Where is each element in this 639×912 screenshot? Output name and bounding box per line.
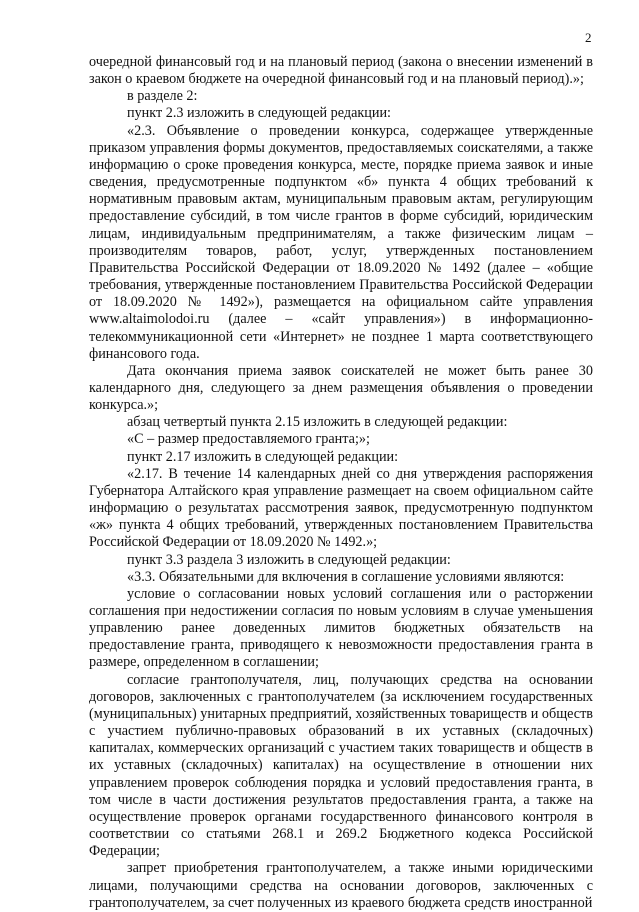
paragraph-continuation: очередной финансовый год и на плановый период (закона о внесении изменений в закон о краевом бюджете на очередной финансовый год и на плановый период).»; (89, 54, 593, 88)
paragraph-point-2-3-intro: пункт 2.3 изложить в следующей редакции: (127, 105, 391, 122)
paragraph-point-2-15-text: «С – размер предоставляемого гранта;»; (127, 431, 370, 448)
paragraph-point-2-17-text: «2.17. В течение 14 календарных дней со дня утверждения распоряжения Губернатора Алтайского края управление размещает на своем официальном сайте информацию о результатах рассмотрения заявок, предусмотренную подпунктом «ж» пункта 4 общих требований, утвержденных постановлением Правительства Российской Федерации от 18.09.2020 № 1492.»; (89, 465, 593, 551)
page-number: 2 (585, 30, 592, 45)
paragraph-point-2-17-intro: пункт 2.17 изложить в следующей редакции: (127, 448, 399, 465)
paragraph-point-2-3-text: «2.3. Объявление о проведении конкурса, содержащее утвержденные приказом управления формы документов, предоставляемых соискателями, а также информацию о сроке проведения конкурса, месте, порядке приема заявок и иные сведения, предусмотренные подпунктом «б» пункта 4 общих требований к нормативным правовым актам, муниципальным правовым актам, регулирующим предоставление субсидий, в том числе грантов в форме субсидий, юридическим лицам, индивидуальным предпринимателям, а также физическим лицам – производителям товаров, работ, услуг, утвержденных постановлением Правительства Российской Федерации от 18.09.2020 № 1492 (далее – «общие требования, утвержденные постановлением Правительства Российской Федерации от 18.09.2020 № 1492»), размещается на официальном сайте управления www.altaimolodoi.ru (далее – «сайт управления») в информационно-телекоммуникационной сети «Интернет» не позднее 1 марта соответствующего финансового года. (89, 122, 593, 362)
paragraph-point-2-15-intro: абзац четвертый пункта 2.15 изложить в следующей редакции: (127, 414, 508, 431)
paragraph-point-3-3-text: «3.3. Обязательными для включения в соглашение условиями являются: (127, 568, 565, 585)
paragraph-deadline: Дата окончания приема заявок соискателей не может быть ранее 30 календарного дня, следующего за днем размещения объявления о проведении конкурса.»; (89, 362, 593, 414)
paragraph-condition-consent: согласие грантополучателя, лиц, получающих средства на основании договоров, заключенных с грантополучателем (за исключением государственных (муниципальных) унитарных предприятий, хозяйственных товариществ и обществ с участием публично-правовых образований в их уставных (складочных) капиталах, коммерческих организаций с участием таких товариществ и обществ в их уставных (складочных) капиталах) на осуществление в отношении них управлением проверок соблюдения порядка и условий предоставления гранта, в том числе в части достижения результатов предоставления гранта, а также на осуществление проверок органами государственного финансового контроля в соответствии со статьями 268.1 и 269.2 Бюджетного кодекса Российской Федерации; (89, 671, 593, 860)
paragraph-condition-prohibition: запрет приобретения грантополучателем, а также иными юридическими лицами, получающими средства на основании договоров, заключенных с грантополучателем, за счет полученных из краевого бюджета средств иностранной (89, 860, 593, 911)
paragraph-point-3-3-intro: пункт 3.3 раздела 3 изложить в следующей редакции: (127, 551, 451, 568)
document-body (89, 54, 593, 912)
paragraph-section-2: в разделе 2: (127, 88, 198, 105)
paragraph-condition-agreement: условие о согласовании новых условий соглашения или о расторжении соглашения при недостижении согласия по новым условиям в случае уменьшения управлению ранее доведенных лимитов бюджетных обязательств на предоставление гранта, приводящего к невозможности предоставления гранта в размере, определенном в соглашении; (89, 585, 593, 671)
